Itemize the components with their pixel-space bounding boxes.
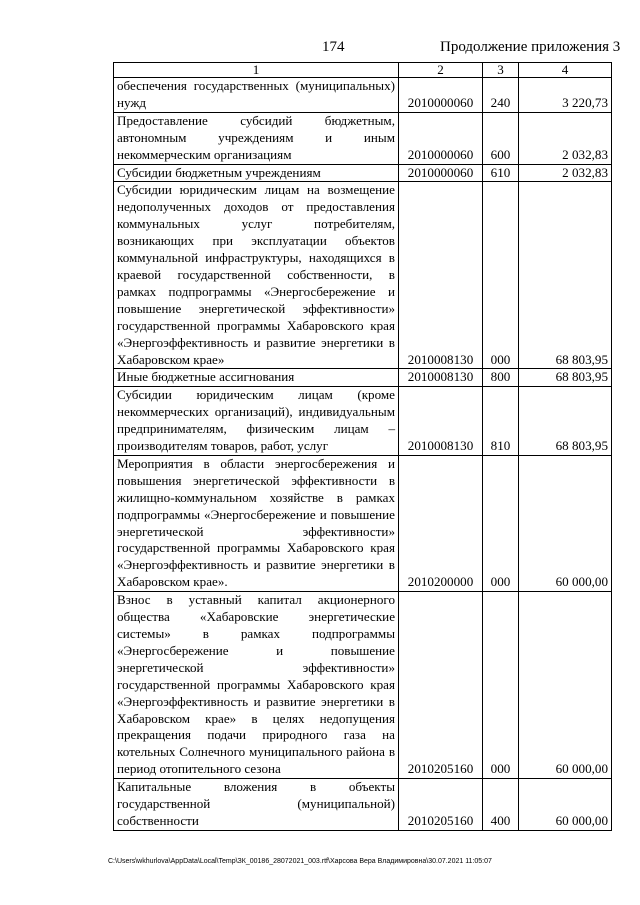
column-header-type: 3 [483,63,519,78]
row-code: 2010008130 [399,387,483,456]
row-code: 2010205160 [399,779,483,831]
row-code: 2010000060 [399,164,483,182]
row-type: 400 [483,779,519,831]
table-row [114,387,612,456]
budget-table [113,62,612,831]
row-name: Иные бюджетные ассигнования [114,369,399,387]
row-code: 2010205160 [399,592,483,779]
row-amount: 68 803,95 [519,387,612,456]
row-code: 2010000060 [399,78,483,113]
table-row [114,779,612,831]
row-code: 2010000060 [399,112,483,164]
row-type: 800 [483,369,519,387]
row-name: обеспечения государственных (муниципальных) нужд [114,78,399,113]
row-type: 000 [483,182,519,369]
row-type: 240 [483,78,519,113]
row-code: 2010008130 [399,369,483,387]
row-amount: 68 803,95 [519,182,612,369]
table-row [114,78,612,113]
row-amount: 60 000,00 [519,779,612,831]
row-type: 610 [483,164,519,182]
row-amount: 60 000,00 [519,592,612,779]
row-code: 2010008130 [399,182,483,369]
row-amount: 68 803,95 [519,369,612,387]
table-row [114,369,612,387]
row-amount: 3 220,73 [519,78,612,113]
appendix-continuation-label: Продолжение приложения 3 [440,39,621,55]
table-row [114,592,612,779]
table-row [114,112,612,164]
row-code: 2010200000 [399,455,483,591]
row-type: 810 [483,387,519,456]
document-file-path: C:\Users\wkhurlova\AppData\Local\Temp\ЗК_00186_28072021_003.rtf\Харсова Вера Владимировна\30.07.2021 11:05:07 [108,858,492,865]
row-name: Предоставление субсидий бюджетным, автономным учреждениям и иным некоммерческим организациям [114,112,399,164]
column-header-name: 1 [114,63,399,78]
row-name: Взнос в уставный капитал акционерного общества «Хабаровские энергетические системы» в рамках подпрограммы «Энергосбережение и повышение энергетической эффективности» государственной программы Хабаровского края «Энергоэффективность и развитие энергетики в Хабаровском крае» в целях недопущения прекращения подачи природного газа на котельных Солнечного муниципального района в период отопительного сезона [114,592,399,779]
column-header-code: 2 [399,63,483,78]
table-header-row [114,63,612,78]
page-number: 174 [322,39,345,55]
row-amount: 60 000,00 [519,455,612,591]
row-name: Мероприятия в области энергосбережения и повышения энергетической эффективности в жилищно-коммунальном хозяйстве в рамках подпрограммы «Энергосбережение и повышение энергетической эффективности» государственной программы Хабаровского края «Энергоэффективность и развитие энергетики в Хабаровском крае». [114,455,399,591]
column-header-amount: 4 [519,63,612,78]
row-name: Капитальные вложения в объекты государственной (муниципальной) собственности [114,779,399,831]
row-name: Субсидии бюджетным учреждениям [114,164,399,182]
row-type: 600 [483,112,519,164]
table-row [114,182,612,369]
table-row [114,455,612,591]
row-amount: 2 032,83 [519,164,612,182]
row-type: 000 [483,592,519,779]
table-row [114,164,612,182]
row-name: Субсидии юридическим лицам (кроме некоммерческих организаций), индивидуальным предпринимателям, физическим лицам – производителям товаров, работ, услуг [114,387,399,456]
row-name: Субсидии юридическим лицам на возмещение недополученных доходов от предоставления коммунальных услуг потребителям, возникающих при эксплуатации объектов коммунальной инфраструктуры, находящихся в краевой государственной собственности, в рамках подпрограммы «Энергосбережение и повышение энергетической эффективности» государственной программы Хабаровского края «Энергоэффективность и развитие энергетики в Хабаровском крае» [114,182,399,369]
row-amount: 2 032,83 [519,112,612,164]
row-type: 000 [483,455,519,591]
